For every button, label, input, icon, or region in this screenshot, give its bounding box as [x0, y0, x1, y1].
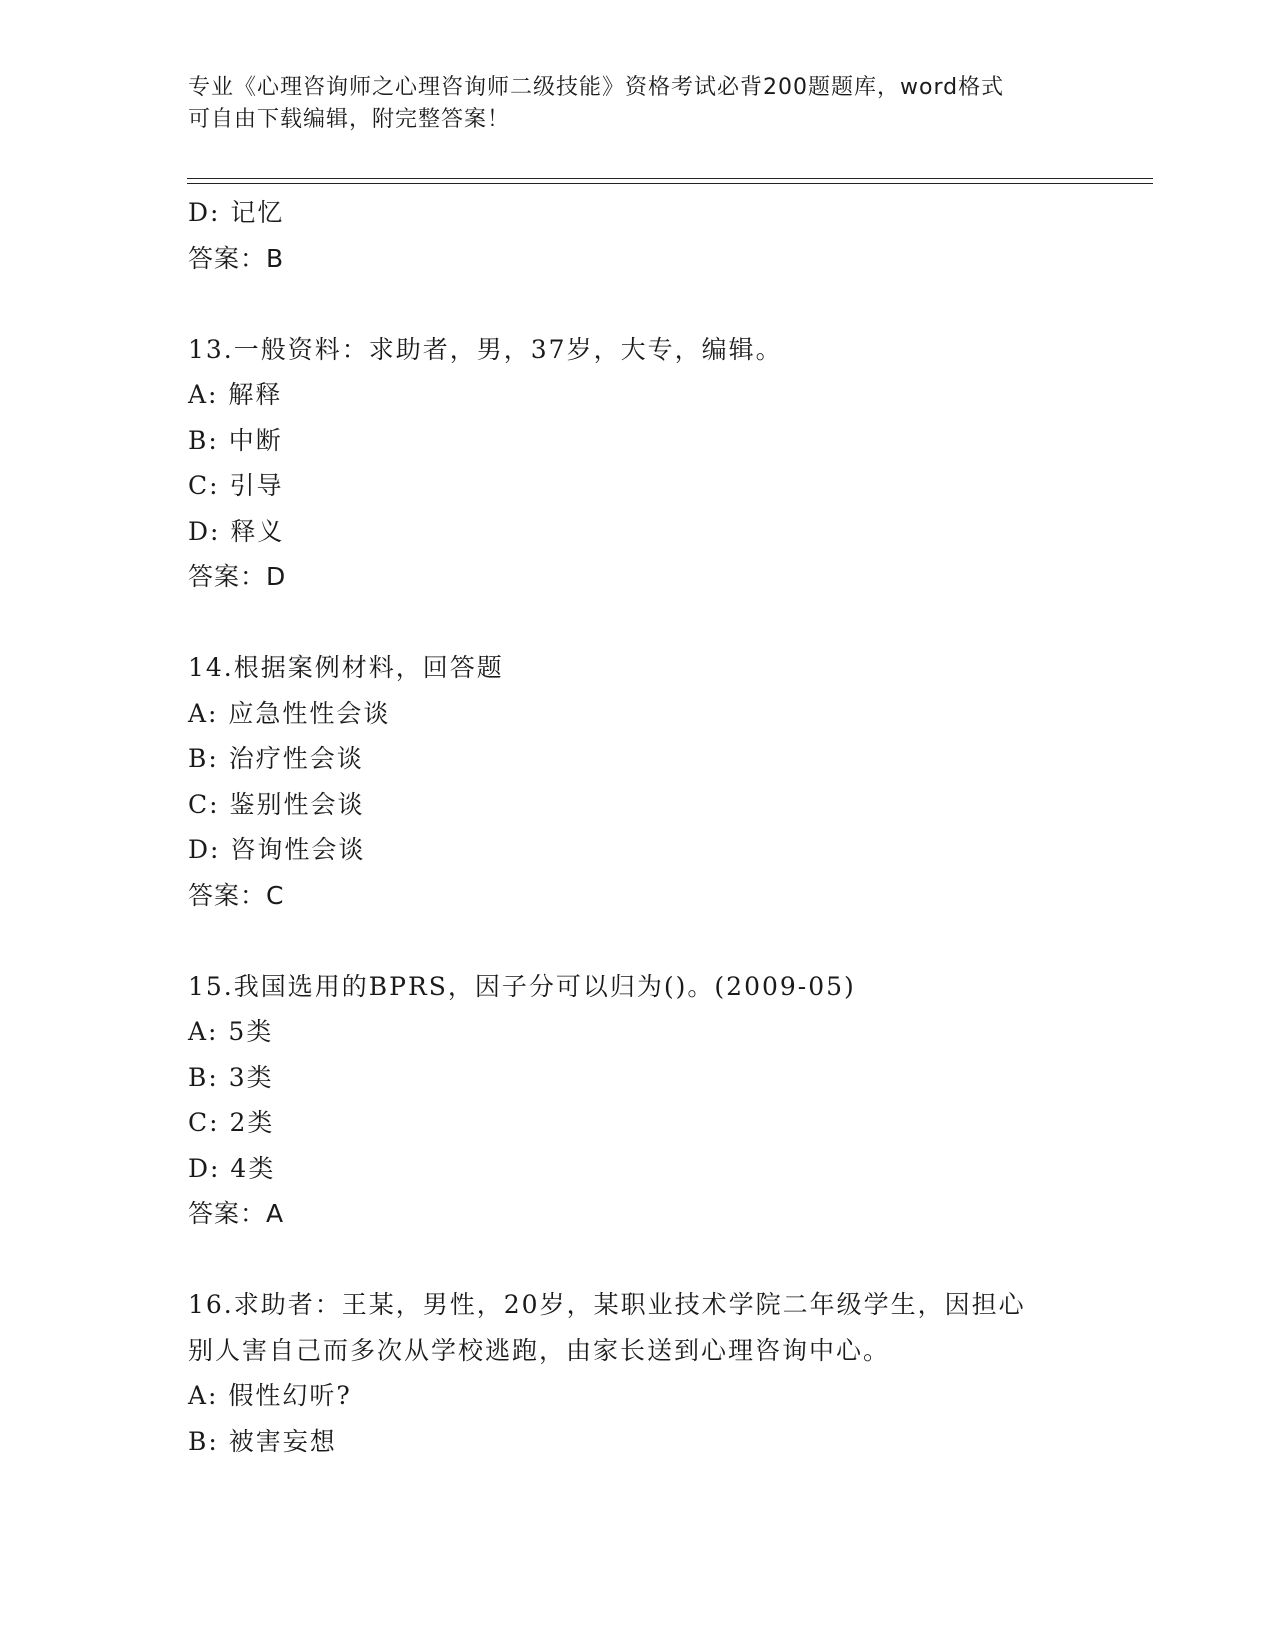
answer: 答案：C — [188, 880, 285, 910]
answer: 答案：B — [188, 243, 285, 273]
option-d: D: 4类 — [188, 1153, 276, 1183]
header-rule-top — [187, 178, 1153, 179]
answer: 答案：D — [188, 562, 287, 591]
option-a: A: 应急性性会谈 — [188, 698, 391, 728]
option-d: D: 咨询性会谈 — [188, 835, 366, 864]
header-line-2: 可自由下载编辑，附完整答案！ — [188, 107, 511, 132]
option-c: C: 2类 — [188, 1108, 275, 1137]
document-header — [188, 72, 1088, 136]
option-b: B: 3类 — [188, 1062, 274, 1092]
answer: 答案：A — [188, 1199, 285, 1228]
option-d: D: 释义 — [188, 516, 285, 546]
question-stem-line-2: 别人害自己而多次从学校逃跑，由家长送到心理咨询中心。 — [188, 1335, 891, 1365]
option-c: C: 引导 — [188, 471, 284, 500]
option-d: D: 记忆 — [188, 198, 285, 227]
question-stem: 15.我国选用的BPRS，因子分可以归为()。(2009-05) — [188, 971, 856, 1001]
option-b: B: 中断 — [188, 425, 283, 455]
option-c: C: 鉴别性会谈 — [188, 789, 365, 819]
question-stem: 13.一般资料：求助者，男，37岁，大专，编辑。 — [188, 334, 783, 364]
question-stem: 14.根据案例材料，回答题 — [188, 653, 504, 682]
header-rule-bottom — [187, 183, 1153, 184]
question-stem-line-1: 16.求助者：王某，男性，20岁，某职业技术学院二年级学生，因担心 — [188, 1290, 1026, 1319]
option-a: A: 解释 — [188, 380, 283, 409]
option-a: A: 5类 — [188, 1017, 274, 1046]
header-line-1: 专业《心理咨询师之心理咨询师二级技能》资格考试必背200题题库，word格式 — [188, 75, 1005, 100]
question-list — [188, 190, 1088, 1464]
option-b: B: 治疗性会谈 — [188, 744, 364, 773]
option-a: A: 假性幻听? — [188, 1381, 352, 1410]
option-b: B: 被害妄想 — [188, 1426, 337, 1456]
